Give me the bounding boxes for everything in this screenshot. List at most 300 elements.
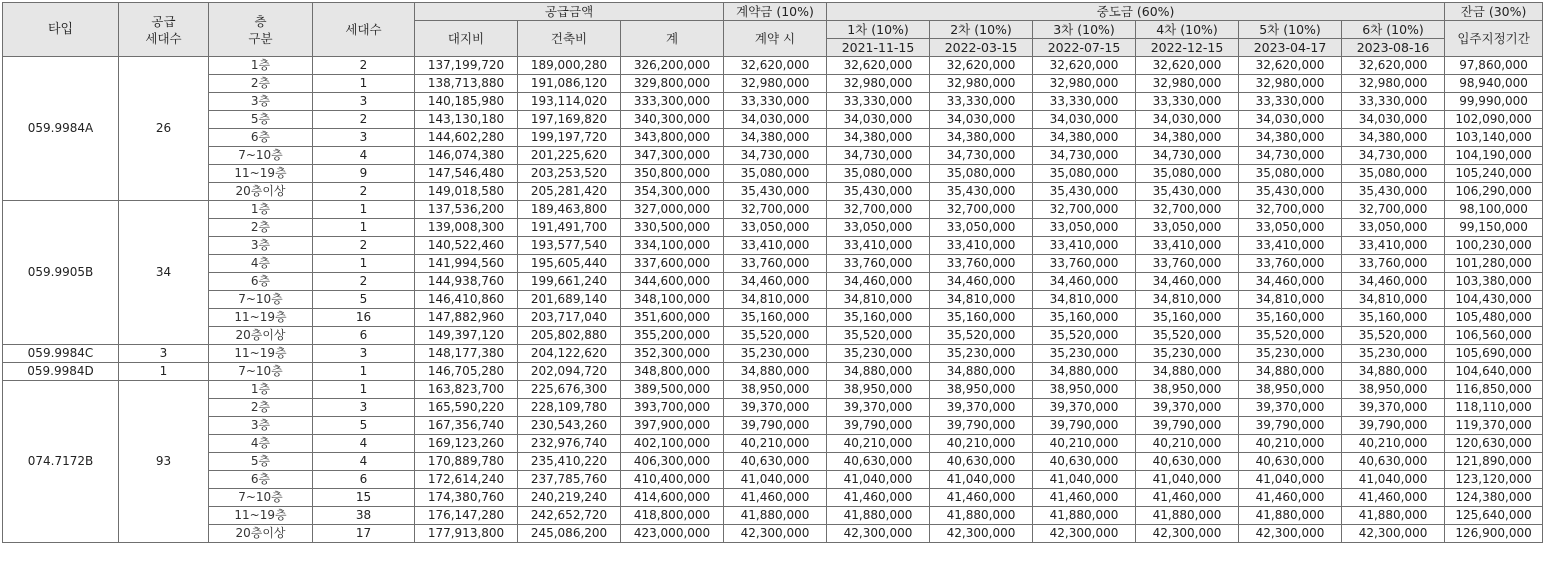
cell-balance: 116,850,000 bbox=[1445, 381, 1543, 399]
cell-units: 4 bbox=[313, 453, 415, 471]
cell-installment-4: 33,050,000 bbox=[1136, 219, 1239, 237]
cell-installment-5: 34,380,000 bbox=[1239, 129, 1342, 147]
cell-deposit: 34,380,000 bbox=[724, 129, 827, 147]
cell-land: 149,397,120 bbox=[415, 327, 518, 345]
cell-total: 350,800,000 bbox=[621, 165, 724, 183]
table-row bbox=[3, 399, 1543, 417]
cell-installment-1: 33,760,000 bbox=[827, 255, 930, 273]
cell-building: 232,976,740 bbox=[518, 435, 621, 453]
cell-type: 059.9984D bbox=[3, 363, 119, 381]
table-row bbox=[3, 165, 1543, 183]
cell-units: 3 bbox=[313, 345, 415, 363]
cell-balance: 97,860,000 bbox=[1445, 57, 1543, 75]
table-row bbox=[3, 129, 1543, 147]
cell-installment-3: 39,370,000 bbox=[1033, 399, 1136, 417]
cell-total: 329,800,000 bbox=[621, 75, 724, 93]
cell-installment-6: 32,700,000 bbox=[1342, 201, 1445, 219]
cell-installment-4: 40,210,000 bbox=[1136, 435, 1239, 453]
cell-installment-5: 41,460,000 bbox=[1239, 489, 1342, 507]
cell-installment-3: 34,030,000 bbox=[1033, 111, 1136, 129]
cell-land: 172,614,240 bbox=[415, 471, 518, 489]
cell-floor: 20층이상 bbox=[209, 183, 313, 201]
cell-installment-5: 41,040,000 bbox=[1239, 471, 1342, 489]
cell-balance: 98,100,000 bbox=[1445, 201, 1543, 219]
cell-floor: 2층 bbox=[209, 399, 313, 417]
cell-floor: 1층 bbox=[209, 381, 313, 399]
cell-building: 197,169,820 bbox=[518, 111, 621, 129]
cell-installment-6: 41,040,000 bbox=[1342, 471, 1445, 489]
cell-installment-5: 32,700,000 bbox=[1239, 201, 1342, 219]
table-row bbox=[3, 471, 1543, 489]
cell-installment-4: 35,520,000 bbox=[1136, 327, 1239, 345]
cell-land: 170,889,780 bbox=[415, 453, 518, 471]
cell-installment-3: 33,760,000 bbox=[1033, 255, 1136, 273]
cell-building: 205,281,420 bbox=[518, 183, 621, 201]
cell-total: 326,200,000 bbox=[621, 57, 724, 75]
cell-deposit: 41,880,000 bbox=[724, 507, 827, 525]
cell-installment-5: 35,230,000 bbox=[1239, 345, 1342, 363]
cell-deposit: 35,080,000 bbox=[724, 165, 827, 183]
table-row bbox=[3, 363, 1543, 381]
cell-total: 333,300,000 bbox=[621, 93, 724, 111]
cell-total: 330,500,000 bbox=[621, 219, 724, 237]
header-installment-6: 6차 (10%) bbox=[1342, 21, 1445, 39]
cell-installment-2: 33,760,000 bbox=[930, 255, 1033, 273]
cell-installment-2: 35,430,000 bbox=[930, 183, 1033, 201]
cell-installment-1: 34,810,000 bbox=[827, 291, 930, 309]
cell-installment-1: 34,880,000 bbox=[827, 363, 930, 381]
cell-land: 147,546,480 bbox=[415, 165, 518, 183]
cell-installment-5: 33,410,000 bbox=[1239, 237, 1342, 255]
cell-units: 3 bbox=[313, 93, 415, 111]
cell-deposit: 32,980,000 bbox=[724, 75, 827, 93]
cell-land: 137,536,200 bbox=[415, 201, 518, 219]
cell-installment-6: 35,430,000 bbox=[1342, 183, 1445, 201]
cell-installment-3: 35,430,000 bbox=[1033, 183, 1136, 201]
cell-total: 389,500,000 bbox=[621, 381, 724, 399]
cell-balance: 119,370,000 bbox=[1445, 417, 1543, 435]
table-row bbox=[3, 255, 1543, 273]
cell-installment-3: 32,620,000 bbox=[1033, 57, 1136, 75]
cell-building: 193,114,020 bbox=[518, 93, 621, 111]
cell-installment-2: 41,040,000 bbox=[930, 471, 1033, 489]
cell-building: 201,225,620 bbox=[518, 147, 621, 165]
cell-deposit: 34,030,000 bbox=[724, 111, 827, 129]
cell-installment-4: 35,430,000 bbox=[1136, 183, 1239, 201]
cell-balance: 99,150,000 bbox=[1445, 219, 1543, 237]
cell-floor: 3층 bbox=[209, 93, 313, 111]
cell-units: 3 bbox=[313, 399, 415, 417]
cell-units: 1 bbox=[313, 219, 415, 237]
header-building: 건축비 bbox=[518, 21, 621, 57]
cell-installment-4: 34,030,000 bbox=[1136, 111, 1239, 129]
cell-building: 204,122,620 bbox=[518, 345, 621, 363]
cell-balance: 105,480,000 bbox=[1445, 309, 1543, 327]
cell-floor: 5층 bbox=[209, 453, 313, 471]
header-installment-5-date: 2023-04-17 bbox=[1239, 39, 1342, 57]
cell-balance: 100,230,000 bbox=[1445, 237, 1543, 255]
table-header bbox=[3, 3, 1543, 57]
header-floor: 층 구분 bbox=[209, 3, 313, 57]
cell-total: 352,300,000 bbox=[621, 345, 724, 363]
cell-installment-6: 34,380,000 bbox=[1342, 129, 1445, 147]
cell-deposit: 35,520,000 bbox=[724, 327, 827, 345]
cell-installment-1: 35,080,000 bbox=[827, 165, 930, 183]
cell-balance: 98,940,000 bbox=[1445, 75, 1543, 93]
cell-building: 205,802,880 bbox=[518, 327, 621, 345]
cell-units: 6 bbox=[313, 471, 415, 489]
cell-land: 163,823,700 bbox=[415, 381, 518, 399]
cell-building: 203,253,520 bbox=[518, 165, 621, 183]
table-row bbox=[3, 489, 1543, 507]
cell-floor: 1층 bbox=[209, 201, 313, 219]
cell-installment-4: 34,380,000 bbox=[1136, 129, 1239, 147]
cell-installment-4: 41,040,000 bbox=[1136, 471, 1239, 489]
table-body bbox=[3, 57, 1543, 543]
cell-deposit: 35,430,000 bbox=[724, 183, 827, 201]
cell-land: 146,074,380 bbox=[415, 147, 518, 165]
cell-land: 174,380,760 bbox=[415, 489, 518, 507]
cell-installment-5: 35,520,000 bbox=[1239, 327, 1342, 345]
header-land: 대지비 bbox=[415, 21, 518, 57]
header-installment-1: 1차 (10%) bbox=[827, 21, 930, 39]
cell-units: 1 bbox=[313, 201, 415, 219]
cell-floor: 7~10층 bbox=[209, 147, 313, 165]
cell-balance: 105,690,000 bbox=[1445, 345, 1543, 363]
cell-installment-3: 41,040,000 bbox=[1033, 471, 1136, 489]
cell-units: 4 bbox=[313, 147, 415, 165]
cell-floor: 2층 bbox=[209, 219, 313, 237]
cell-installment-4: 32,620,000 bbox=[1136, 57, 1239, 75]
cell-building: 228,109,780 bbox=[518, 399, 621, 417]
cell-installment-2: 38,950,000 bbox=[930, 381, 1033, 399]
header-total: 계 bbox=[621, 21, 724, 57]
cell-installment-6: 32,980,000 bbox=[1342, 75, 1445, 93]
cell-building: 191,086,120 bbox=[518, 75, 621, 93]
cell-installment-6: 40,630,000 bbox=[1342, 453, 1445, 471]
cell-deposit: 35,160,000 bbox=[724, 309, 827, 327]
cell-installment-5: 33,760,000 bbox=[1239, 255, 1342, 273]
cell-floor: 4층 bbox=[209, 435, 313, 453]
cell-installment-5: 33,330,000 bbox=[1239, 93, 1342, 111]
header-installment-5: 5차 (10%) bbox=[1239, 21, 1342, 39]
cell-floor: 7~10층 bbox=[209, 489, 313, 507]
cell-building: 189,463,800 bbox=[518, 201, 621, 219]
header-installment-6-date: 2023-08-16 bbox=[1342, 39, 1445, 57]
cell-floor: 7~10층 bbox=[209, 363, 313, 381]
cell-installment-3: 34,730,000 bbox=[1033, 147, 1136, 165]
cell-installment-4: 39,790,000 bbox=[1136, 417, 1239, 435]
cell-installment-5: 33,050,000 bbox=[1239, 219, 1342, 237]
cell-deposit: 40,210,000 bbox=[724, 435, 827, 453]
cell-installment-1: 41,880,000 bbox=[827, 507, 930, 525]
header-installment-3-date: 2022-07-15 bbox=[1033, 39, 1136, 57]
cell-land: 144,602,280 bbox=[415, 129, 518, 147]
header-installment-4: 4차 (10%) bbox=[1136, 21, 1239, 39]
cell-installment-4: 38,950,000 bbox=[1136, 381, 1239, 399]
header-units: 세대수 bbox=[313, 3, 415, 57]
table-row bbox=[3, 147, 1543, 165]
cell-installment-1: 40,630,000 bbox=[827, 453, 930, 471]
cell-installment-2: 34,030,000 bbox=[930, 111, 1033, 129]
cell-deposit: 39,790,000 bbox=[724, 417, 827, 435]
header-installment-4-date: 2022-12-15 bbox=[1136, 39, 1239, 57]
cell-installment-1: 41,460,000 bbox=[827, 489, 930, 507]
cell-installment-1: 33,050,000 bbox=[827, 219, 930, 237]
cell-balance: 106,290,000 bbox=[1445, 183, 1543, 201]
cell-total: 423,000,000 bbox=[621, 525, 724, 543]
cell-building: 201,689,140 bbox=[518, 291, 621, 309]
cell-deposit: 39,370,000 bbox=[724, 399, 827, 417]
cell-land: 167,356,740 bbox=[415, 417, 518, 435]
cell-installment-2: 32,980,000 bbox=[930, 75, 1033, 93]
table-row bbox=[3, 183, 1543, 201]
table-row bbox=[3, 345, 1543, 363]
cell-balance: 123,120,000 bbox=[1445, 471, 1543, 489]
cell-installment-3: 35,160,000 bbox=[1033, 309, 1136, 327]
cell-installment-6: 35,080,000 bbox=[1342, 165, 1445, 183]
cell-deposit: 38,950,000 bbox=[724, 381, 827, 399]
cell-units: 6 bbox=[313, 327, 415, 345]
supply-price-table bbox=[2, 2, 1543, 543]
cell-installment-5: 35,080,000 bbox=[1239, 165, 1342, 183]
cell-building: 240,219,240 bbox=[518, 489, 621, 507]
cell-land: 139,008,300 bbox=[415, 219, 518, 237]
cell-installment-2: 40,210,000 bbox=[930, 435, 1033, 453]
cell-installment-1: 39,790,000 bbox=[827, 417, 930, 435]
cell-floor: 4층 bbox=[209, 255, 313, 273]
cell-supply-units: 26 bbox=[119, 57, 209, 201]
cell-units: 1 bbox=[313, 255, 415, 273]
cell-deposit: 34,730,000 bbox=[724, 147, 827, 165]
cell-installment-2: 32,620,000 bbox=[930, 57, 1033, 75]
table-row bbox=[3, 381, 1543, 399]
cell-installment-3: 40,630,000 bbox=[1033, 453, 1136, 471]
cell-land: 177,913,800 bbox=[415, 525, 518, 543]
cell-installment-2: 32,700,000 bbox=[930, 201, 1033, 219]
header-balance: 잔금 (30%) bbox=[1445, 3, 1543, 21]
cell-installment-5: 35,160,000 bbox=[1239, 309, 1342, 327]
cell-installment-4: 41,880,000 bbox=[1136, 507, 1239, 525]
cell-installment-6: 35,520,000 bbox=[1342, 327, 1445, 345]
cell-installment-4: 40,630,000 bbox=[1136, 453, 1239, 471]
cell-installment-3: 32,700,000 bbox=[1033, 201, 1136, 219]
table-row bbox=[3, 417, 1543, 435]
cell-total: 343,800,000 bbox=[621, 129, 724, 147]
cell-installment-3: 38,950,000 bbox=[1033, 381, 1136, 399]
cell-total: 354,300,000 bbox=[621, 183, 724, 201]
cell-installment-5: 34,030,000 bbox=[1239, 111, 1342, 129]
cell-supply-units: 3 bbox=[119, 345, 209, 363]
cell-installment-2: 35,160,000 bbox=[930, 309, 1033, 327]
cell-units: 17 bbox=[313, 525, 415, 543]
cell-installment-5: 32,980,000 bbox=[1239, 75, 1342, 93]
cell-balance: 99,990,000 bbox=[1445, 93, 1543, 111]
cell-installment-2: 39,370,000 bbox=[930, 399, 1033, 417]
cell-supply-units: 1 bbox=[119, 363, 209, 381]
cell-units: 15 bbox=[313, 489, 415, 507]
cell-installment-3: 34,380,000 bbox=[1033, 129, 1136, 147]
cell-installment-2: 34,380,000 bbox=[930, 129, 1033, 147]
cell-installment-4: 35,160,000 bbox=[1136, 309, 1239, 327]
cell-floor: 6층 bbox=[209, 273, 313, 291]
cell-floor: 20층이상 bbox=[209, 327, 313, 345]
cell-installment-1: 38,950,000 bbox=[827, 381, 930, 399]
table-row bbox=[3, 201, 1543, 219]
cell-installment-5: 34,880,000 bbox=[1239, 363, 1342, 381]
cell-deposit: 41,460,000 bbox=[724, 489, 827, 507]
cell-installment-6: 40,210,000 bbox=[1342, 435, 1445, 453]
cell-installment-4: 39,370,000 bbox=[1136, 399, 1239, 417]
cell-land: 149,018,580 bbox=[415, 183, 518, 201]
cell-installment-5: 42,300,000 bbox=[1239, 525, 1342, 543]
cell-total: 327,000,000 bbox=[621, 201, 724, 219]
cell-land: 147,882,960 bbox=[415, 309, 518, 327]
cell-installment-4: 32,700,000 bbox=[1136, 201, 1239, 219]
cell-floor: 2층 bbox=[209, 75, 313, 93]
cell-installment-6: 33,760,000 bbox=[1342, 255, 1445, 273]
header-deposit: 계약금 (10%) bbox=[724, 3, 827, 21]
cell-deposit: 32,700,000 bbox=[724, 201, 827, 219]
cell-installment-5: 34,460,000 bbox=[1239, 273, 1342, 291]
cell-units: 1 bbox=[313, 381, 415, 399]
cell-total: 418,800,000 bbox=[621, 507, 724, 525]
cell-units: 2 bbox=[313, 57, 415, 75]
cell-installment-3: 33,330,000 bbox=[1033, 93, 1136, 111]
cell-balance: 104,640,000 bbox=[1445, 363, 1543, 381]
table-row bbox=[3, 507, 1543, 525]
cell-land: 165,590,220 bbox=[415, 399, 518, 417]
cell-floor: 11~19층 bbox=[209, 345, 313, 363]
cell-deposit: 33,330,000 bbox=[724, 93, 827, 111]
cell-installment-3: 34,810,000 bbox=[1033, 291, 1136, 309]
cell-installment-1: 34,030,000 bbox=[827, 111, 930, 129]
cell-balance: 106,560,000 bbox=[1445, 327, 1543, 345]
cell-floor: 11~19층 bbox=[209, 507, 313, 525]
cell-installment-5: 34,730,000 bbox=[1239, 147, 1342, 165]
cell-installment-6: 34,730,000 bbox=[1342, 147, 1445, 165]
cell-units: 9 bbox=[313, 165, 415, 183]
cell-installment-5: 40,210,000 bbox=[1239, 435, 1342, 453]
cell-installment-3: 35,080,000 bbox=[1033, 165, 1136, 183]
cell-balance: 118,110,000 bbox=[1445, 399, 1543, 417]
cell-installment-2: 34,810,000 bbox=[930, 291, 1033, 309]
cell-total: 410,400,000 bbox=[621, 471, 724, 489]
cell-installment-1: 35,520,000 bbox=[827, 327, 930, 345]
cell-installment-2: 35,080,000 bbox=[930, 165, 1033, 183]
cell-building: 237,785,760 bbox=[518, 471, 621, 489]
table-row bbox=[3, 111, 1543, 129]
cell-floor: 3층 bbox=[209, 237, 313, 255]
cell-installment-6: 41,460,000 bbox=[1342, 489, 1445, 507]
cell-installment-4: 34,880,000 bbox=[1136, 363, 1239, 381]
cell-land: 143,130,180 bbox=[415, 111, 518, 129]
cell-installment-6: 35,160,000 bbox=[1342, 309, 1445, 327]
cell-floor: 1층 bbox=[209, 57, 313, 75]
cell-total: 348,100,000 bbox=[621, 291, 724, 309]
cell-installment-1: 42,300,000 bbox=[827, 525, 930, 543]
cell-installment-1: 32,700,000 bbox=[827, 201, 930, 219]
cell-building: 235,410,220 bbox=[518, 453, 621, 471]
cell-deposit: 32,620,000 bbox=[724, 57, 827, 75]
cell-installment-3: 40,210,000 bbox=[1033, 435, 1136, 453]
table-row bbox=[3, 219, 1543, 237]
cell-floor: 3층 bbox=[209, 417, 313, 435]
cell-installment-5: 39,790,000 bbox=[1239, 417, 1342, 435]
cell-installment-2: 33,330,000 bbox=[930, 93, 1033, 111]
cell-building: 203,717,040 bbox=[518, 309, 621, 327]
cell-installment-3: 32,980,000 bbox=[1033, 75, 1136, 93]
cell-land: 141,994,560 bbox=[415, 255, 518, 273]
cell-units: 2 bbox=[313, 273, 415, 291]
cell-installment-3: 39,790,000 bbox=[1033, 417, 1136, 435]
cell-floor: 7~10층 bbox=[209, 291, 313, 309]
cell-installment-1: 34,380,000 bbox=[827, 129, 930, 147]
cell-total: 402,100,000 bbox=[621, 435, 724, 453]
cell-installment-2: 35,230,000 bbox=[930, 345, 1033, 363]
cell-balance: 101,280,000 bbox=[1445, 255, 1543, 273]
cell-land: 137,199,720 bbox=[415, 57, 518, 75]
cell-installment-1: 34,730,000 bbox=[827, 147, 930, 165]
cell-units: 16 bbox=[313, 309, 415, 327]
header-balance-sub: 입주지정기간 bbox=[1445, 21, 1543, 57]
table-row bbox=[3, 57, 1543, 75]
cell-units: 2 bbox=[313, 237, 415, 255]
cell-floor: 6층 bbox=[209, 129, 313, 147]
cell-installment-1: 33,410,000 bbox=[827, 237, 930, 255]
cell-land: 146,705,280 bbox=[415, 363, 518, 381]
cell-balance: 120,630,000 bbox=[1445, 435, 1543, 453]
cell-balance: 125,640,000 bbox=[1445, 507, 1543, 525]
cell-floor: 6층 bbox=[209, 471, 313, 489]
cell-total: 340,300,000 bbox=[621, 111, 724, 129]
cell-deposit: 35,230,000 bbox=[724, 345, 827, 363]
cell-units: 1 bbox=[313, 75, 415, 93]
cell-deposit: 40,630,000 bbox=[724, 453, 827, 471]
cell-total: 334,100,000 bbox=[621, 237, 724, 255]
cell-total: 393,700,000 bbox=[621, 399, 724, 417]
cell-installment-6: 33,410,000 bbox=[1342, 237, 1445, 255]
header-middle-payment: 중도금 (60%) bbox=[827, 3, 1445, 21]
cell-installment-6: 42,300,000 bbox=[1342, 525, 1445, 543]
cell-installment-4: 41,460,000 bbox=[1136, 489, 1239, 507]
cell-deposit: 34,880,000 bbox=[724, 363, 827, 381]
cell-floor: 20층이상 bbox=[209, 525, 313, 543]
cell-building: 199,197,720 bbox=[518, 129, 621, 147]
cell-floor: 11~19층 bbox=[209, 309, 313, 327]
cell-total: 406,300,000 bbox=[621, 453, 724, 471]
cell-installment-1: 41,040,000 bbox=[827, 471, 930, 489]
cell-total: 397,900,000 bbox=[621, 417, 724, 435]
cell-balance: 126,900,000 bbox=[1445, 525, 1543, 543]
cell-building: 189,000,280 bbox=[518, 57, 621, 75]
cell-land: 146,410,860 bbox=[415, 291, 518, 309]
cell-type: 059.9984A bbox=[3, 57, 119, 201]
cell-units: 5 bbox=[313, 291, 415, 309]
table-row bbox=[3, 453, 1543, 471]
cell-installment-3: 33,410,000 bbox=[1033, 237, 1136, 255]
cell-installment-4: 42,300,000 bbox=[1136, 525, 1239, 543]
cell-land: 138,713,880 bbox=[415, 75, 518, 93]
cell-supply-units: 34 bbox=[119, 201, 209, 345]
cell-installment-3: 42,300,000 bbox=[1033, 525, 1136, 543]
cell-installment-5: 39,370,000 bbox=[1239, 399, 1342, 417]
cell-installment-5: 40,630,000 bbox=[1239, 453, 1342, 471]
cell-installment-6: 34,460,000 bbox=[1342, 273, 1445, 291]
cell-installment-6: 41,880,000 bbox=[1342, 507, 1445, 525]
cell-building: 195,605,440 bbox=[518, 255, 621, 273]
cell-balance: 103,380,000 bbox=[1445, 273, 1543, 291]
